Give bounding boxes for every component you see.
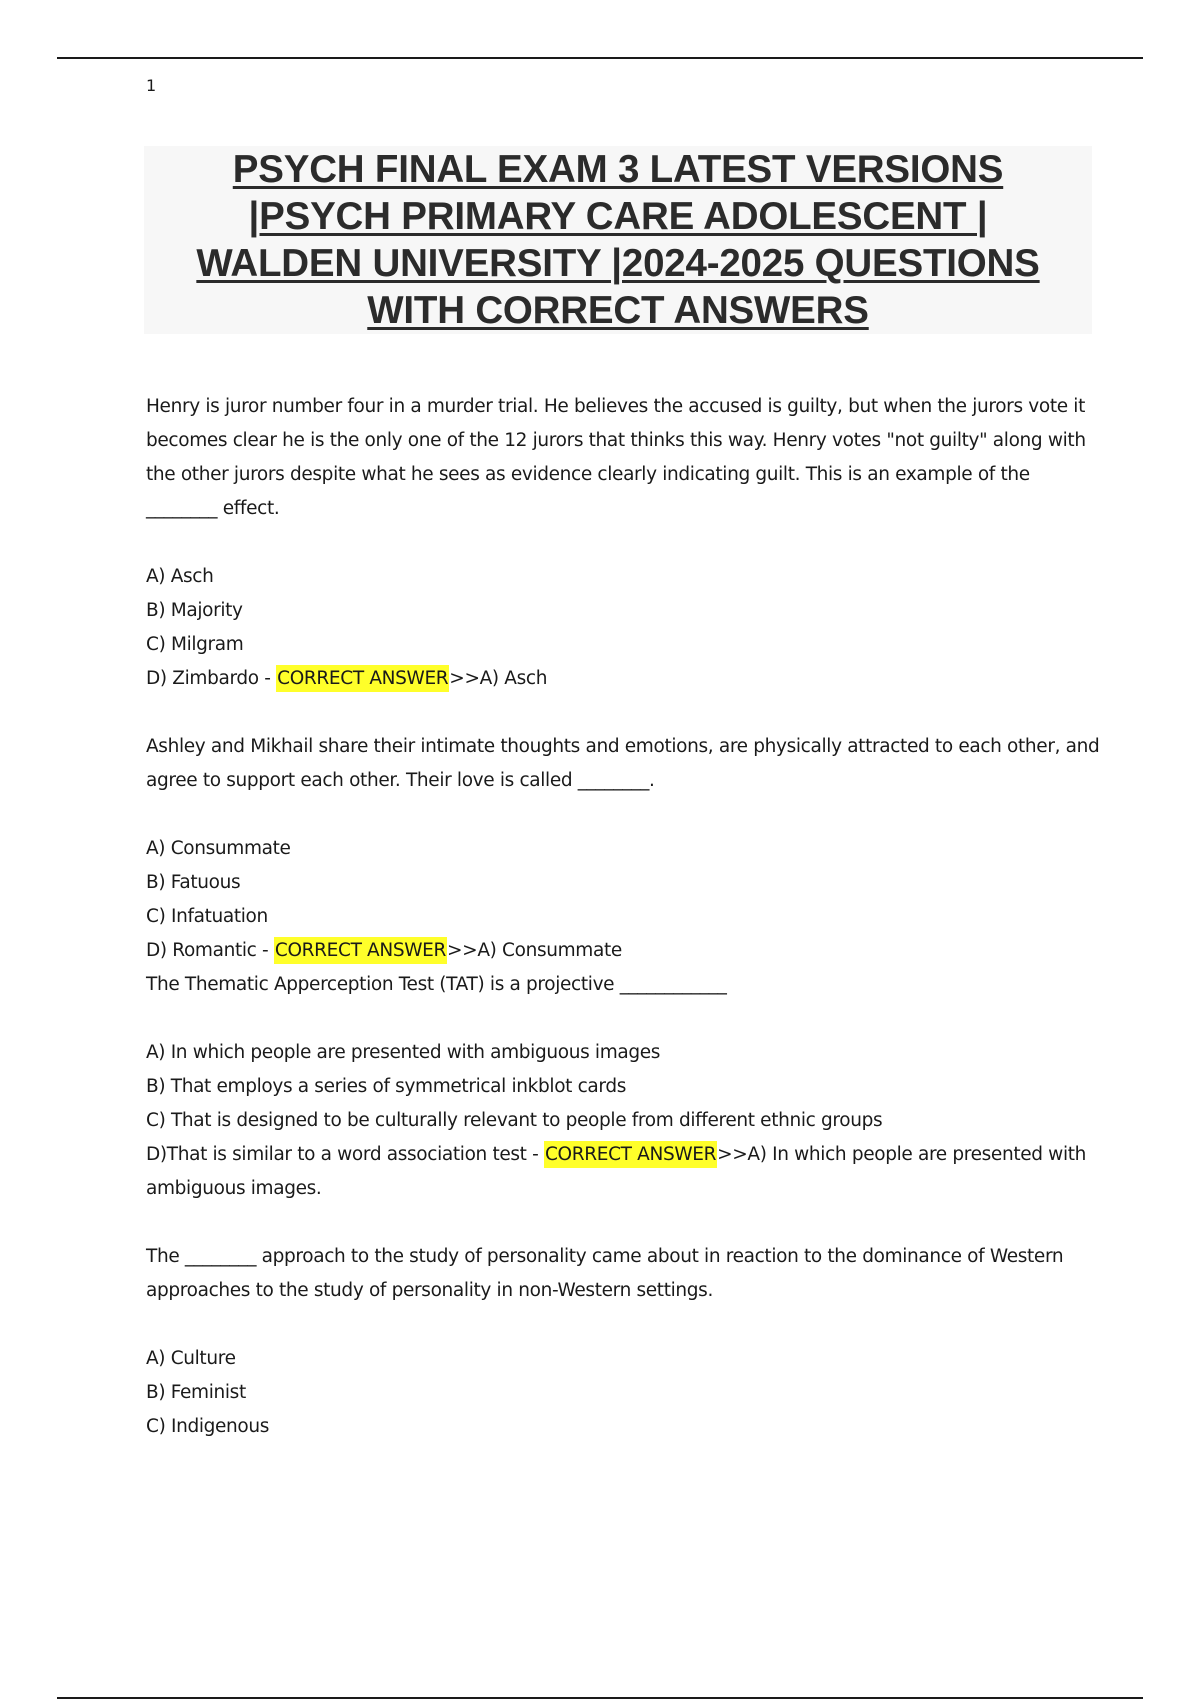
question-stem: The ________ approach to the study of personality came about in reaction to the dominance of Western approaches to the study of personality in non-Western settings. xyxy=(146,1246,1064,1301)
title-line: WITH CORRECT ANSWERS xyxy=(367,289,869,332)
answer-option: C) Indigenous xyxy=(146,1416,270,1437)
answer-option: A) Asch xyxy=(146,566,214,587)
answer-option: A) Culture xyxy=(146,1348,236,1369)
answer-option: C) That is designed to be culturally relevant to people from different ethnic groups xyxy=(146,1110,883,1131)
question-stem: Henry is juror number four in a murder trial. He believes the accused is guilty, but when the jurors vote it becomes clear he is the only one of the 12 jurors that thinks this way. Henry votes "not guilty" along with the other jurors despite what he sees as evidence clearly indicating guilt. This is an example of the ________ effect. xyxy=(146,396,1086,519)
answer-option: B) Feminist xyxy=(146,1382,246,1403)
answer-option: C) Infatuation xyxy=(146,906,268,927)
answer-option: C) Milgram xyxy=(146,634,244,655)
document-body xyxy=(146,390,1106,1444)
correct-answer-text: >>A) Asch xyxy=(449,668,548,689)
answer-option-with-key xyxy=(146,662,1106,696)
correct-answer-text: >>A) In which people are presented with ambiguous images. xyxy=(146,1144,1087,1199)
question-stem: Ashley and Mikhail share their intimate thoughts and emotions, are physically attracted to each other, and agree to support each other. Their love is called ________. xyxy=(146,736,1100,791)
answer-option: B) Majority xyxy=(146,600,243,621)
answer-option-text: D) Zimbardo - xyxy=(146,668,277,689)
answer-option: B) That employs a series of symmetrical inkblot cards xyxy=(146,1076,627,1097)
question-stem: The Thematic Apperception Test (TAT) is a projective ____________ xyxy=(146,974,727,995)
correct-answer-text: >>A) Consummate xyxy=(447,940,622,961)
answer-option: A) Consummate xyxy=(146,838,291,859)
title-line: WALDEN UNIVERSITY |2024-2025 QUESTIONS xyxy=(196,242,1040,285)
answer-option-text: D) Romantic - xyxy=(146,940,274,961)
answer-option: A) In which people are presented with ambiguous images xyxy=(146,1042,661,1063)
footer-rule xyxy=(57,1697,1143,1699)
correct-answer-highlight: CORRECT ANSWER xyxy=(544,1141,717,1168)
document-title xyxy=(144,146,1092,334)
title-line: PSYCH FINAL EXAM 3 LATEST VERSIONS xyxy=(232,148,1004,191)
correct-answer-highlight: CORRECT ANSWER xyxy=(274,937,447,964)
answer-option-with-key xyxy=(146,934,1106,968)
correct-answer-highlight: CORRECT ANSWER xyxy=(276,665,449,692)
answer-option: B) Fatuous xyxy=(146,872,241,893)
answer-option-with-key xyxy=(146,1138,1106,1206)
answer-option-text: D)That is similar to a word association test - xyxy=(146,1144,544,1165)
title-line: |PSYCH PRIMARY CARE ADOLESCENT | xyxy=(248,195,988,238)
page-number: 1 xyxy=(146,76,157,95)
header-rule xyxy=(57,57,1143,59)
